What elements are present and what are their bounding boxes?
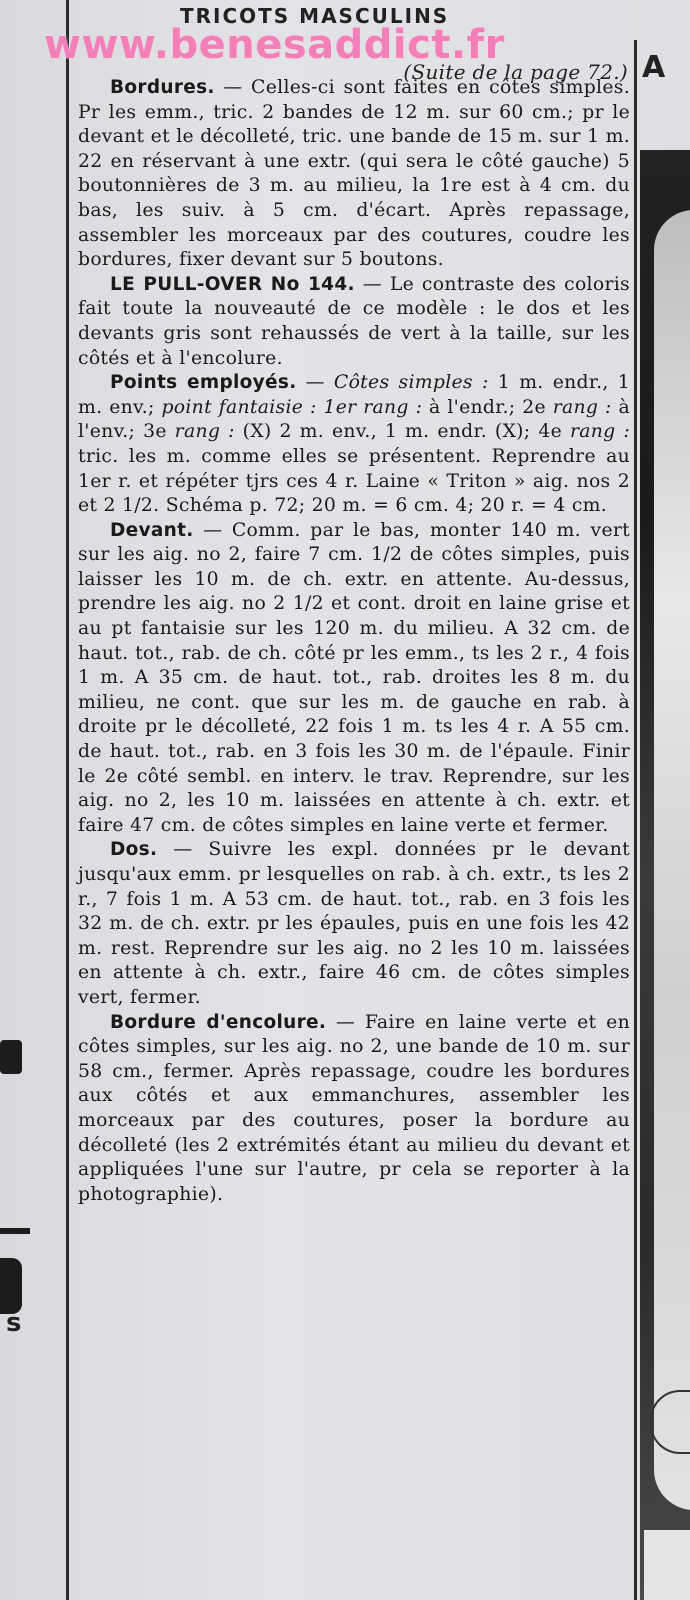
page-title: TRICOTS MASCULINS <box>180 4 450 28</box>
section-bordures <box>78 76 630 273</box>
fashion-photo <box>640 150 690 1600</box>
section-points <box>78 371 630 519</box>
section-bordure-encolure <box>78 1011 630 1208</box>
text-run: 1 m. endr., 1 m. env.; <box>78 372 631 418</box>
section-heading: Bordures. <box>110 77 215 98</box>
section-heading: Points employés. <box>110 372 297 394</box>
left-column-rule <box>66 0 69 1600</box>
section-text: — Suivre les expl. données pr le devant jusqu'aux emm. pr lesquelles on rab. à ch. extr., ts les 2 r., 7 fois 1 m. A 53 cm. de haut. tot., rab. en 3 fois les 32 m. de ch. extr. pr les épaules, puis en une fois les 42 m. rest. Reprendre sur les aig. no 2 les 10 m. laissées en attente à ch. extr., faire 46 cm. de côtes simples vert, fermer. <box>78 839 630 1008</box>
section-text <box>78 372 630 516</box>
text-run: tric. les m. comme elles se présentent. Reprendre au 1er r. et répéter tjrs ces 4 r. Laine « Triton » aig. nos 2 et 2 1/2. Schéma p. 72; 20 m. = 6 cm. 4; 20 r. = 4 cm. <box>78 445 630 517</box>
section-heading: Bordure d'encolure. <box>110 1011 327 1033</box>
text-run: — <box>296 372 334 394</box>
article-column <box>78 2 630 1207</box>
left-letter-fragment <box>0 1258 22 1314</box>
italic-term: Côtes simples : <box>333 372 489 394</box>
section-heading: Dos. <box>110 839 158 861</box>
section-text: — Le contraste des coloris fait toute la nouveauté de ce modèle : le dos et les devants gris sont rehaussés de vert à la taille, sur les côtés et à l'encolure. <box>78 273 630 369</box>
left-bar-mid <box>0 1228 30 1234</box>
text-run: (X) 2 m. env., 1 m. endr. (X); 4e <box>234 421 570 443</box>
section-dos <box>78 838 630 1010</box>
section-heading: Devant. <box>110 519 194 541</box>
section-text: — Faire en laine verte et en côtes simples, sur les aig. no 2, une bande de 10 m. sur 58 cm., fermer. Après repassage, coudre les bordures aux côtés et aux emmanchures, assembler les morceaux par des coutures, poser la bordure au décolleté (les 2 extrémités étant au milieu du devant et appliquées l'une sur l'autre, pr cela se reporter à la photographie). <box>78 1011 630 1205</box>
italic-term: rang : <box>174 421 235 443</box>
italic-term: rang : <box>569 421 630 443</box>
left-text-fragment: s <box>6 1308 22 1338</box>
photo-figure <box>654 210 690 1510</box>
section-text: — Comm. par le bas, monter 140 m. vert sur les aig. no 2, faire 7 cm. 1/2 de côtes simples, puis laisser les 10 m. de ch. extr. en attente. Au-dessus, prendre les aig. no 2 1/2 et cont. droit en laine grise et au pt fantaisie sur les 120 m. du milieu. A 32 cm. de haut. tot., rab. de ch. côté pr les emm., ts les 2 r., 4 fois 1 m. A 35 cm. de haut. tot., rab. droites les 8 m. du milieu, ne cont. que sur les m. de gauche en rab. à droite pr le décolleté, 22 fois 1 m. ts les 4 r. A 55 cm. de haut. tot., rab. en 3 fois les 30 m. de l'épaule. Finir le 2e côté sembl. en interv. le trav. Reprendre, sur les aig. no 2, les 10 m. laissées en attente à ch. extr. et faire 47 cm. de côtes simples en laine verte et fermer. <box>78 519 630 836</box>
section-devant <box>78 519 630 839</box>
italic-term: point fantaisie : 1er rang : <box>161 396 423 418</box>
continuation-note: (Suite de la page 72.) <box>403 60 628 84</box>
section-text: — Celles-ci sont faites en côtes simples. Pr les emm., tric. 2 bandes de 12 m. sur 60 cm.; pr le devant et le décolleté, tric. une bande de 15 m. sur 1 m. 22 en réservant à une extr. (qui sera le côté gauche) 5 boutonnières de 3 m. au milieu, la 1re est à 4 cm. du bas, les suiv. à 5 cm. d'écart. Après repassage, assembler les morceaux par des coutures, coudre les bordures, fixer devant sur 5 boutons. <box>78 77 630 271</box>
text-run: à l'endr.; 2e <box>422 396 553 418</box>
section-heading: LE PULL-OVER No 144. <box>110 273 355 295</box>
left-blot-top <box>0 1040 22 1074</box>
watermark: www.benesaddict.fr <box>44 22 505 68</box>
right-text-fragment: A <box>642 50 666 85</box>
italic-term: rang : <box>552 396 612 418</box>
section-pullover <box>78 273 630 371</box>
left-column-fragment <box>0 0 64 1600</box>
text-run: à l'env.; 3e <box>78 396 630 443</box>
right-column-rule <box>634 40 637 1600</box>
photo-highlight <box>644 1530 690 1600</box>
